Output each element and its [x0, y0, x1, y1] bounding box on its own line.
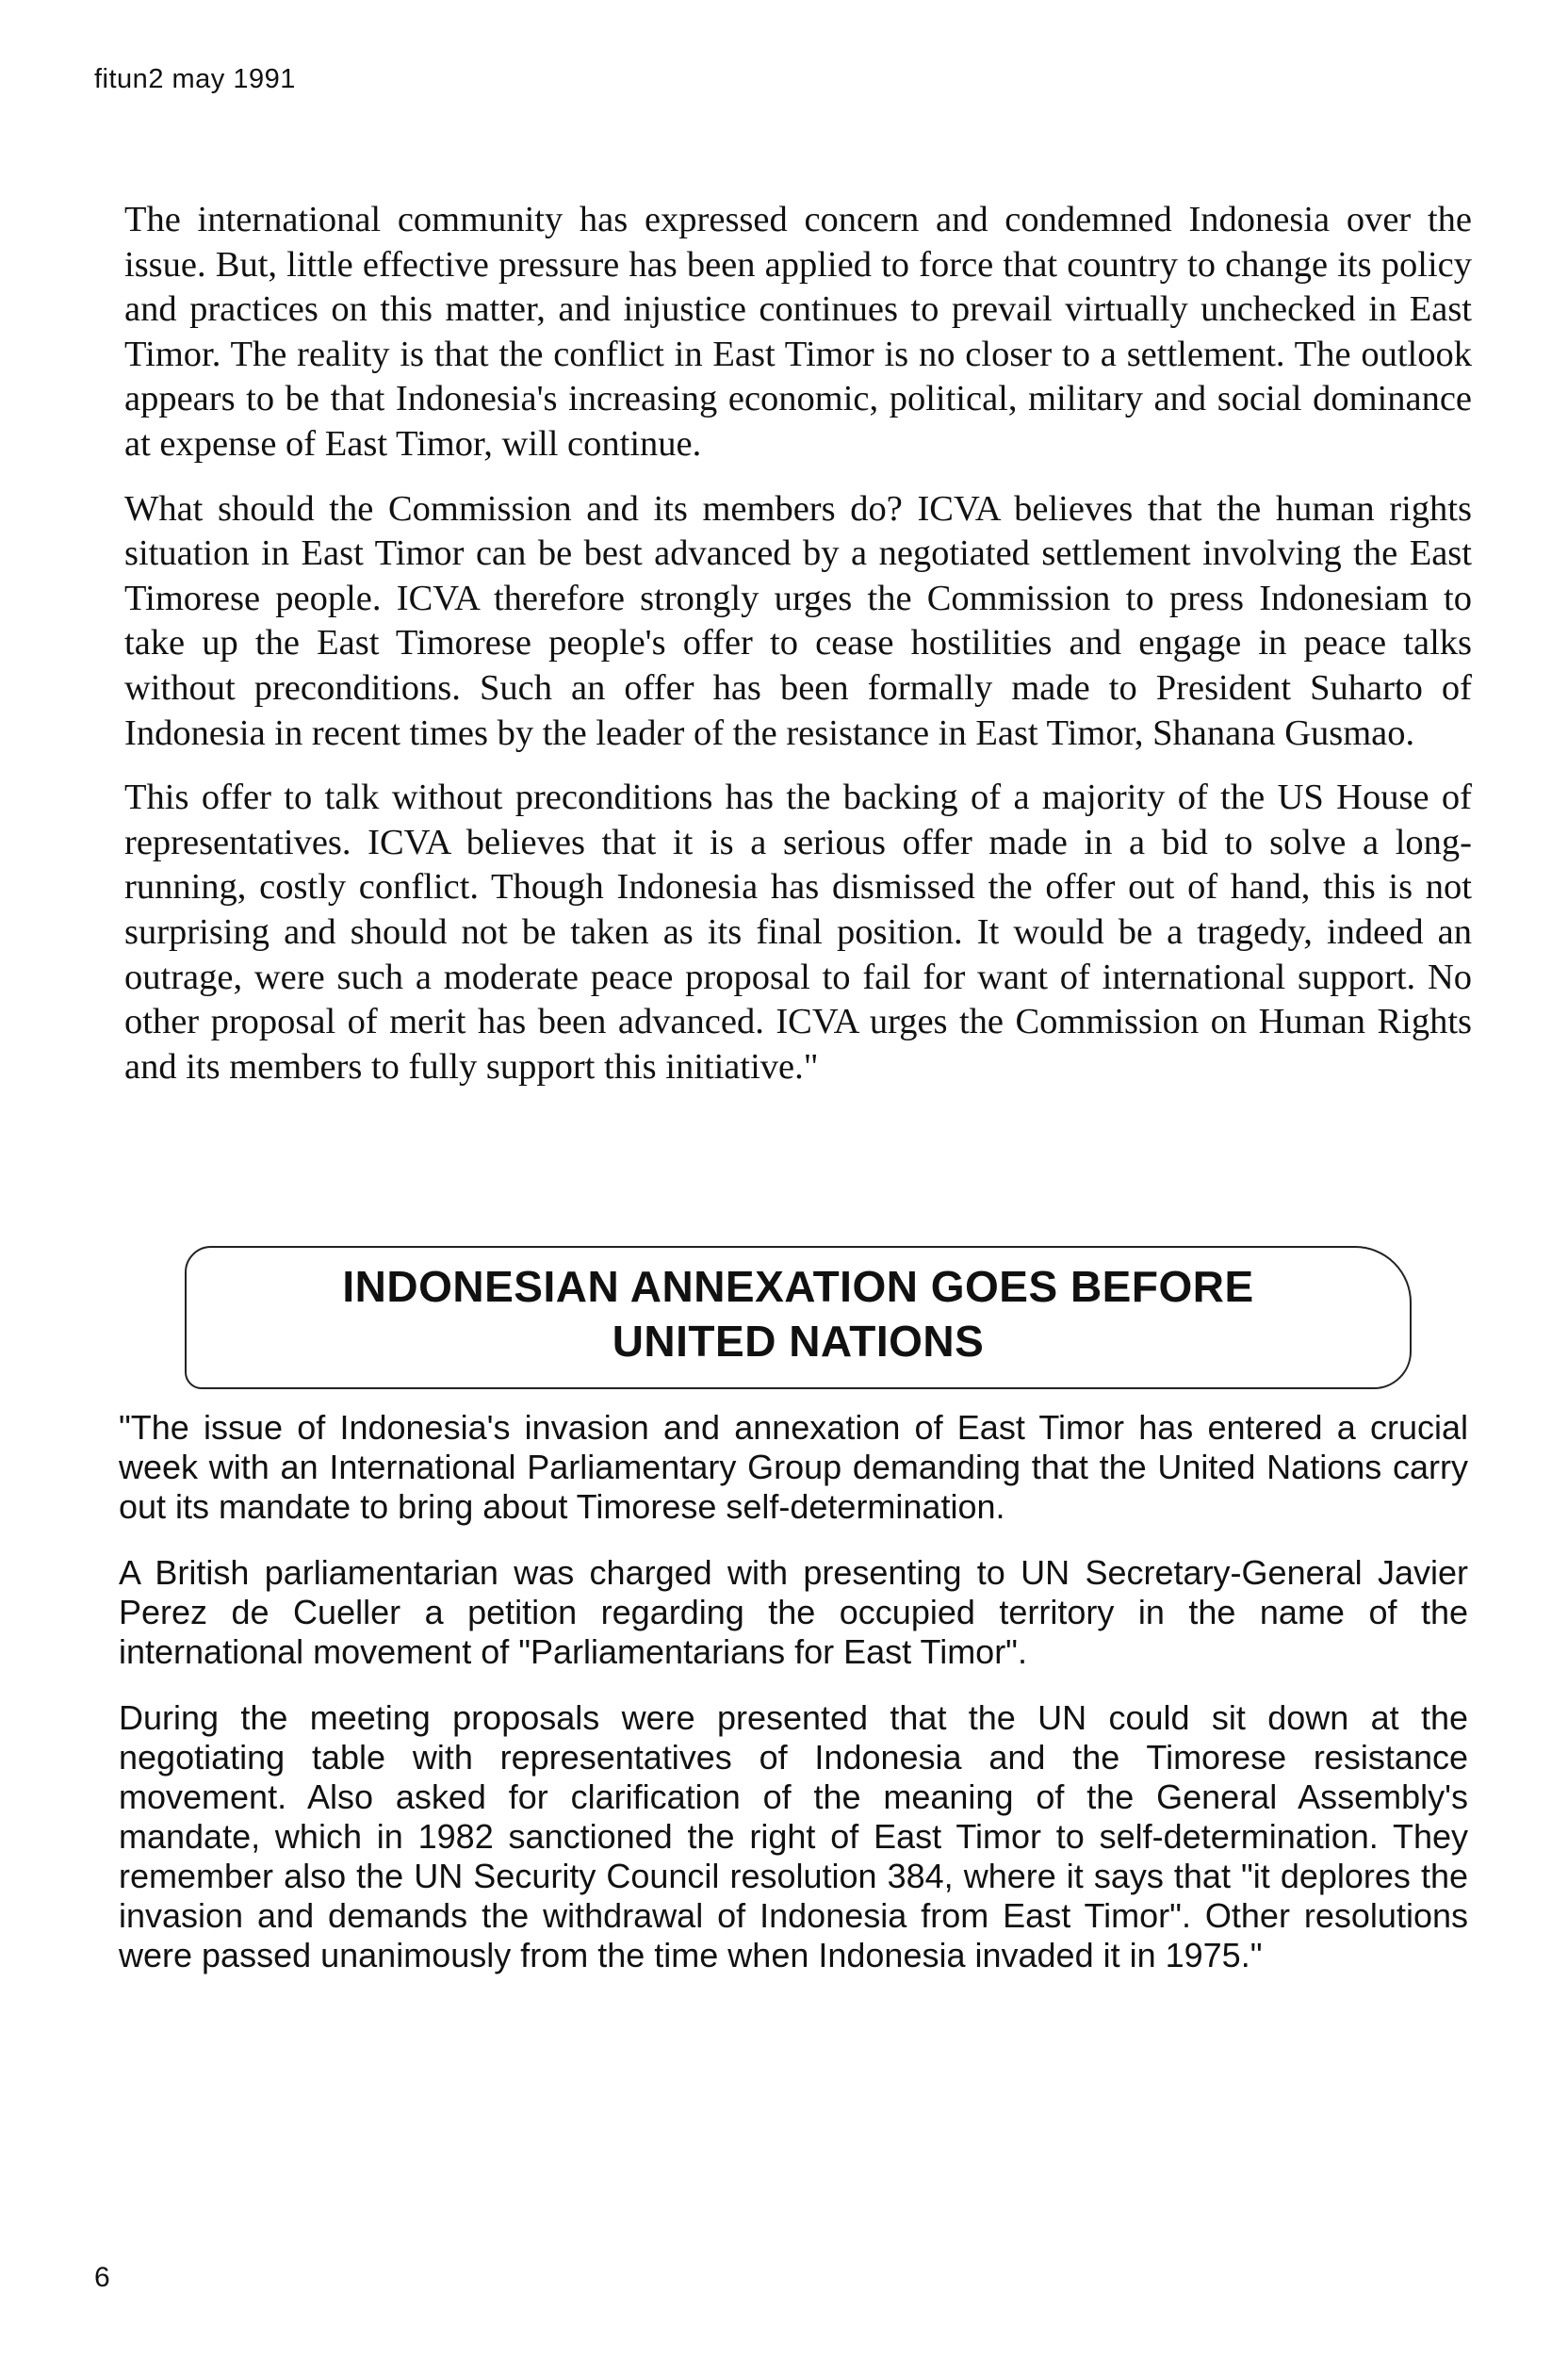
running-head: fitun2 may 1991 [94, 64, 296, 94]
headline-line: UNITED NATIONS [612, 1317, 985, 1366]
article-headline [185, 1259, 1412, 1368]
paragraph: A British parliamentarian was charged with presenting to UN Secretary-General Javier Perez de Cueller a petition regarding the occupied territory in the name of the international movement of "Parliamentarians for East Timor". [119, 1553, 1468, 1671]
paragraph: What should the Commission and its members do? ICVA believes that the human rights situation in East Timor can be best advanced by a negotiated settlement involving the East Timorese people. ICVA therefore strongly urges the Commission to press Indonesiam to take up the East Timorese people's offer to cease hostilities and engage in peace talks without preconditions. Such an offer has been formally made to President Suharto of Indonesia in recent times by the leader of the resistance in East Timor, Shanana Gusmao. [124, 488, 1472, 753]
page-number: 6 [94, 2262, 110, 2293]
headline-line: INDONESIAN ANNEXATION GOES BEFORE [342, 1262, 1254, 1311]
paragraph: This offer to talk without preconditions has the backing of a majority of the US House of representatives. ICVA believes that it is a serious offer made in a bid to solve a long-running, costly conflict. Though Indonesia has dismissed the offer out of hand, this is not surprising and should not be taken as its final position. It would be a tragedy, indeed an outrage, were such a moderate peace proposal to fail for want of international support. No other proposal of merit has been advanced. ICVA urges the Commission on Human Rights and its members to fully support this initiative." [124, 778, 1472, 1087]
paragraph: "The issue of Indonesia's invasion and annexation of East Timor has entered a crucial week with an International Parliamentary Group demanding that the United Nations carry out its mandate to bring about Timorese self-determination. [119, 1408, 1468, 1526]
article-body [119, 1408, 1468, 2002]
paragraph: During the meeting proposals were presented that the UN could sit down at the negotiating table with representatives of Indonesia and the Timorese resistance movement. Also asked for clarification of the meaning of the General Assembly's mandate, which in 1982 sanctioned the right of East Timor to self-determination. They remember also the UN Security Council resolution 384, where it says that "it deplores the invasion and demands the withdrawal of Indonesia from East Timor". Other resolutions were passed unanimously from the time when Indonesia invaded it in 1975." [119, 1698, 1468, 1974]
icva-statement [124, 198, 1472, 1109]
paragraph: The international community has expressed concern and condemned Indonesia over the issue. But, little effective pressure has been applied to force that country to change its policy and practices on this matter, and injustice continues to prevail virtually unchecked in East Timor. The reality is that the conflict in East Timor is no closer to a settlement. The outlook appears to be that Indonesia's increasing economic, political, military and social dominance at expense of East Timor, will continue. [124, 200, 1472, 464]
